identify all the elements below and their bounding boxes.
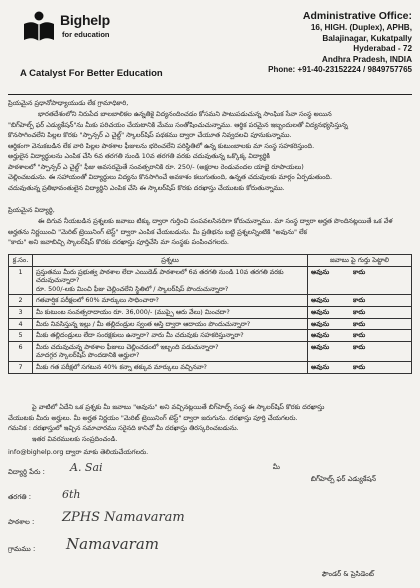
- paragraph-line: భారతదేశంలోని నిరుపేద బాలబాలికల ఉన్నతికై విద్యనందించడం కోసమని పాటుపడుచున్న సాంఘిక సేవా సంస్థ అయిన: [38, 110, 332, 118]
- question-text: [33, 361, 308, 373]
- question-text: [33, 341, 308, 361]
- question-line: మీకు గత పరీక్షలో సగటున 40% కన్నా తక్కువ మార్కులు వచ్చినవా?: [36, 362, 207, 371]
- row-number: 7: [9, 361, 33, 373]
- email-line: info@bighelp.org ద్వారా మాకు తెలియచేయగలరు.: [8, 448, 149, 456]
- paragraph-line: "కాదు" అని జవాబిచ్చి స్కాలర్‌షిప్ కొరకు దరఖాస్తు పూర్తిచేసి మా సంస్థకు పంపించగలరు.: [8, 238, 229, 246]
- office-phone: Phone: +91-40-23152224 / 9849757765: [268, 65, 412, 75]
- question-line: ప్రస్తుతము మీరు ప్రభుత్వ పాఠశాల లేదా ఎయిడెడ్ పాఠశాలలో 6వ తరగతి నుండి 10వ తరగతి వరకు చదువుచున్నారా?: [36, 267, 284, 285]
- paragraph-line: ఆర్థికంగా వెనుకబడిన లేక వారి పిల్లల పాఠశాల ఫీజులను భరించలేని పరిస్థితిలో ఉన్న కుటుంబాలకు మా సంస్థ సహకరిస్తుంది.: [8, 141, 315, 150]
- footer-line: పై వాటిలో ఏదేని ఒక ప్రశ్నకు మీ జవాబు "అవును" అని వచ్చినట్లయితే బిగ్‌హెల్ప్ సంస్థ ఈ స్కాలర్‌షిప్ కొరకు దరఖాస్తు: [32, 403, 325, 411]
- question-line: మాదగ్గర స్కాలర్‌షిప్ పొందడానికి అర్హులా?: [36, 351, 140, 360]
- question-text: [33, 330, 308, 342]
- paragraph-line: "బిగ్‌హెల్ప్ ఫర్ ఎడ్యుకేషన్"ను మీకు పరిచయం చేయటానికి మేము సంతోషించుచున్నాము. ఆర్థిక పరమైన ఇబ్బందులతో విద్యనభ్యసిస్తున్న: [8, 120, 348, 129]
- brand-name: Bighelp: [60, 12, 110, 28]
- student-name-value[interactable]: A. Sai: [70, 461, 103, 474]
- footer-line: చేయుటకు మీరు అర్హులు. మీ అర్హత నిర్ణయం "మెరిట్ ట్రెయినింగ్ టెస్ట్" ద్వారా జరుగును. దరఖాస్తు పూర్తి చేయగలరు.: [8, 413, 298, 422]
- question-text: [33, 266, 308, 295]
- questions-table: [8, 254, 412, 374]
- no-option[interactable]: కాదు: [353, 307, 366, 316]
- table-header-row: [9, 255, 412, 267]
- paragraph-line: చెల్లించబడును. ఈ సహాయంతో విద్యార్థులు విద్యను కొనసాగించే అవకాశం కలుగుతుంది, ఉన్నత చదువులకు మార్గం ఏర్పడుతుంది.: [8, 173, 333, 181]
- question-line: మీ కుటుంబ సంవత్సరాదాయం రూ. 36,000/- (ముప్పై ఆరు వేలు) మించదా?: [36, 307, 230, 316]
- table-row: [9, 306, 412, 318]
- student-name-label: విద్యార్థి పేరు :: [8, 468, 45, 476]
- yes-option[interactable]: అవును: [311, 296, 330, 305]
- answer-cell[interactable]: [308, 266, 412, 295]
- village-label: గ్రామము :: [8, 545, 36, 553]
- no-option[interactable]: కాదు: [353, 342, 366, 351]
- yes-option[interactable]: అవును: [311, 319, 330, 328]
- no-option[interactable]: కాదు: [353, 362, 366, 371]
- row-number: 3: [9, 306, 33, 318]
- no-option[interactable]: కాదు: [353, 296, 366, 305]
- open-book-icon: [22, 10, 56, 44]
- school-label: పాఠశాల :: [8, 518, 35, 526]
- table-row: [9, 361, 412, 373]
- yes-option[interactable]: అవును: [311, 267, 330, 276]
- office-line: Andhra Pradesh, INDIA: [321, 54, 412, 64]
- table-row: [9, 330, 412, 342]
- paragraph-line: అర్హతను నిర్ణయించి "మెరిట్ ట్రెయినింగ్ టెస్ట్" ద్వారా ఎంపిక చేయబడును. మీ ప్రతిభను బట్టి ప్రశ్నలన్నింటికి "అవును" లేక: [8, 227, 308, 236]
- paragraph-line: ఈ దిగువ నీయబడిన ప్రశ్నలకు జవాబు టిక్కు ద్వారా గుర్తించి పంపవలసినదిగా కోరుచున్నాము. మా సంస్థ ద్వారా అర్హత పొందినట్లయితే ఒక వేళ: [38, 217, 393, 225]
- paragraph-line: కొనసాగించలేని పిల్లల కొరకు "స్పాన్సర్ ఎ చైల్డ్" స్కాలర్‌షిప్ పథకము ద్వారా చేయూత నివ్వదలచి పూనుకున్నాము.: [8, 131, 292, 139]
- office-line: Balajinagar, Kukatpally: [322, 33, 412, 43]
- no-option[interactable]: కాదు: [353, 331, 366, 340]
- table-row: [9, 318, 412, 330]
- no-option[interactable]: కాదు: [353, 319, 366, 328]
- answer-cell[interactable]: [308, 330, 412, 342]
- row-number: 1: [9, 266, 33, 295]
- footer-line: ఇతర వివరములకు సంప్రదించండి.: [32, 434, 118, 443]
- question-line: రూ. 500/-లకు మించి ఫీజు చెల్లించలేని స్థితిలో / స్కాలర్‌షిప్ పొందుచున్నారా?: [36, 284, 229, 293]
- question-line: మీకు తల్లిదండ్రులు లేదా సంరక్షకులు ఉన్నారా? వారు మీ చదువుకు సహకరిస్తున్నారా?: [36, 331, 244, 340]
- answer-cell[interactable]: [308, 295, 412, 307]
- office-title: Administrative Office:: [302, 10, 412, 22]
- paragraph-line: అర్హులైన విద్యార్థులను ఎంపిక చేసి 6వ తరగతి నుండి 10వ తరగతి వరకు చదువుతున్న ఒక్కొక్క విద్యార్థికి: [8, 152, 270, 160]
- class-value[interactable]: 6th: [62, 488, 81, 501]
- tagline: A Catalyst For Better Education: [20, 68, 163, 79]
- footer-line: గమనిక : దరఖాస్తులో ఇచ్చిన సమాచారము సరైనది కానిచో మీ దరఖాస్తు తిరస్కరించబడును.: [8, 424, 239, 432]
- question-text: [33, 306, 308, 318]
- header-serial: క్ర.సం.: [9, 255, 33, 267]
- answer-cell[interactable]: [308, 361, 412, 373]
- yes-option[interactable]: అవును: [311, 307, 330, 316]
- school-value[interactable]: ZPHS Namavaram: [62, 510, 185, 525]
- header-answer: జవాబు పై గుర్తు పెట్టాలి: [308, 255, 412, 267]
- row-number: 5: [9, 330, 33, 342]
- yes-option[interactable]: అవును: [311, 331, 330, 340]
- greeting: ప్రియమైన విద్యార్థి,: [8, 206, 55, 214]
- signoff-from: మీ: [272, 463, 280, 471]
- question-line: మీరు చదువుచున్న పాఠశాల ఫీజులు చెల్లించడంలో ఇబ్బంది పడుచున్నారా?: [36, 342, 219, 351]
- question-text: [33, 318, 308, 330]
- question-text: [33, 295, 308, 307]
- village-value[interactable]: Namavaram: [66, 535, 159, 553]
- answer-cell[interactable]: [308, 341, 412, 361]
- yes-option[interactable]: అవును: [311, 362, 330, 371]
- office-line: 16, HIGH. (Duplex), APHB,: [310, 23, 412, 32]
- no-option[interactable]: కాదు: [353, 267, 366, 276]
- table-row: [9, 266, 412, 295]
- row-number: 2: [9, 295, 33, 307]
- signoff-org: బిగ్‌హెల్ప్ ఫర్ ఎడ్యుకేషన్: [310, 475, 376, 483]
- class-label: తరగతి :: [8, 493, 32, 501]
- paragraph-line: చదువుతున్న ప్రతిభావంతులైన విద్యార్థిని ఎంపిక చేసి ఈ స్కాలర్‌షిప్ కొరకు దరఖాస్తు చేయుటకు కోరుతున్నాము.: [8, 183, 285, 192]
- signoff-role: ఫౌండర్ & ప్రెసిడెంట్: [321, 570, 374, 578]
- question-line: గతవార్షిక పరీక్షలలో 60% మార్కులు సాధించారా?: [36, 296, 159, 305]
- answer-cell[interactable]: [308, 318, 412, 330]
- bighelp-logo: [22, 10, 172, 50]
- salutation: ప్రియమైన ప్రధానోపాధ్యాయుడు లేక గ్రామాధికారి,: [8, 99, 129, 107]
- yes-option[interactable]: అవును: [311, 342, 330, 351]
- table-row: [9, 341, 412, 361]
- question-line: మీరు నివసిస్తున్న ఇల్లు / మీ తల్లిదండ్రుల స్వంత ఆస్తి ద్వారా ఆదాయం పొందుచున్నారా?: [36, 319, 251, 328]
- header-divider: [8, 94, 412, 95]
- office-address: [242, 10, 412, 76]
- table-row: [9, 295, 412, 307]
- row-number: 4: [9, 318, 33, 330]
- paragraph-line: పాఠశాలలో "స్పాన్సర్ ఎ చైల్డ్" ఫీజు అవసరమైతే సంవత్సరానికి రూ. 250/- (అక్షరాల రెండువందల యాభై రూపాయలు): [8, 162, 304, 171]
- answer-cell[interactable]: [308, 306, 412, 318]
- brand-subtitle: for education: [62, 30, 110, 39]
- row-number: 6: [9, 341, 33, 361]
- header-questions: ప్రశ్నలు: [33, 255, 308, 267]
- office-line: Hyderabad - 72: [353, 44, 412, 54]
